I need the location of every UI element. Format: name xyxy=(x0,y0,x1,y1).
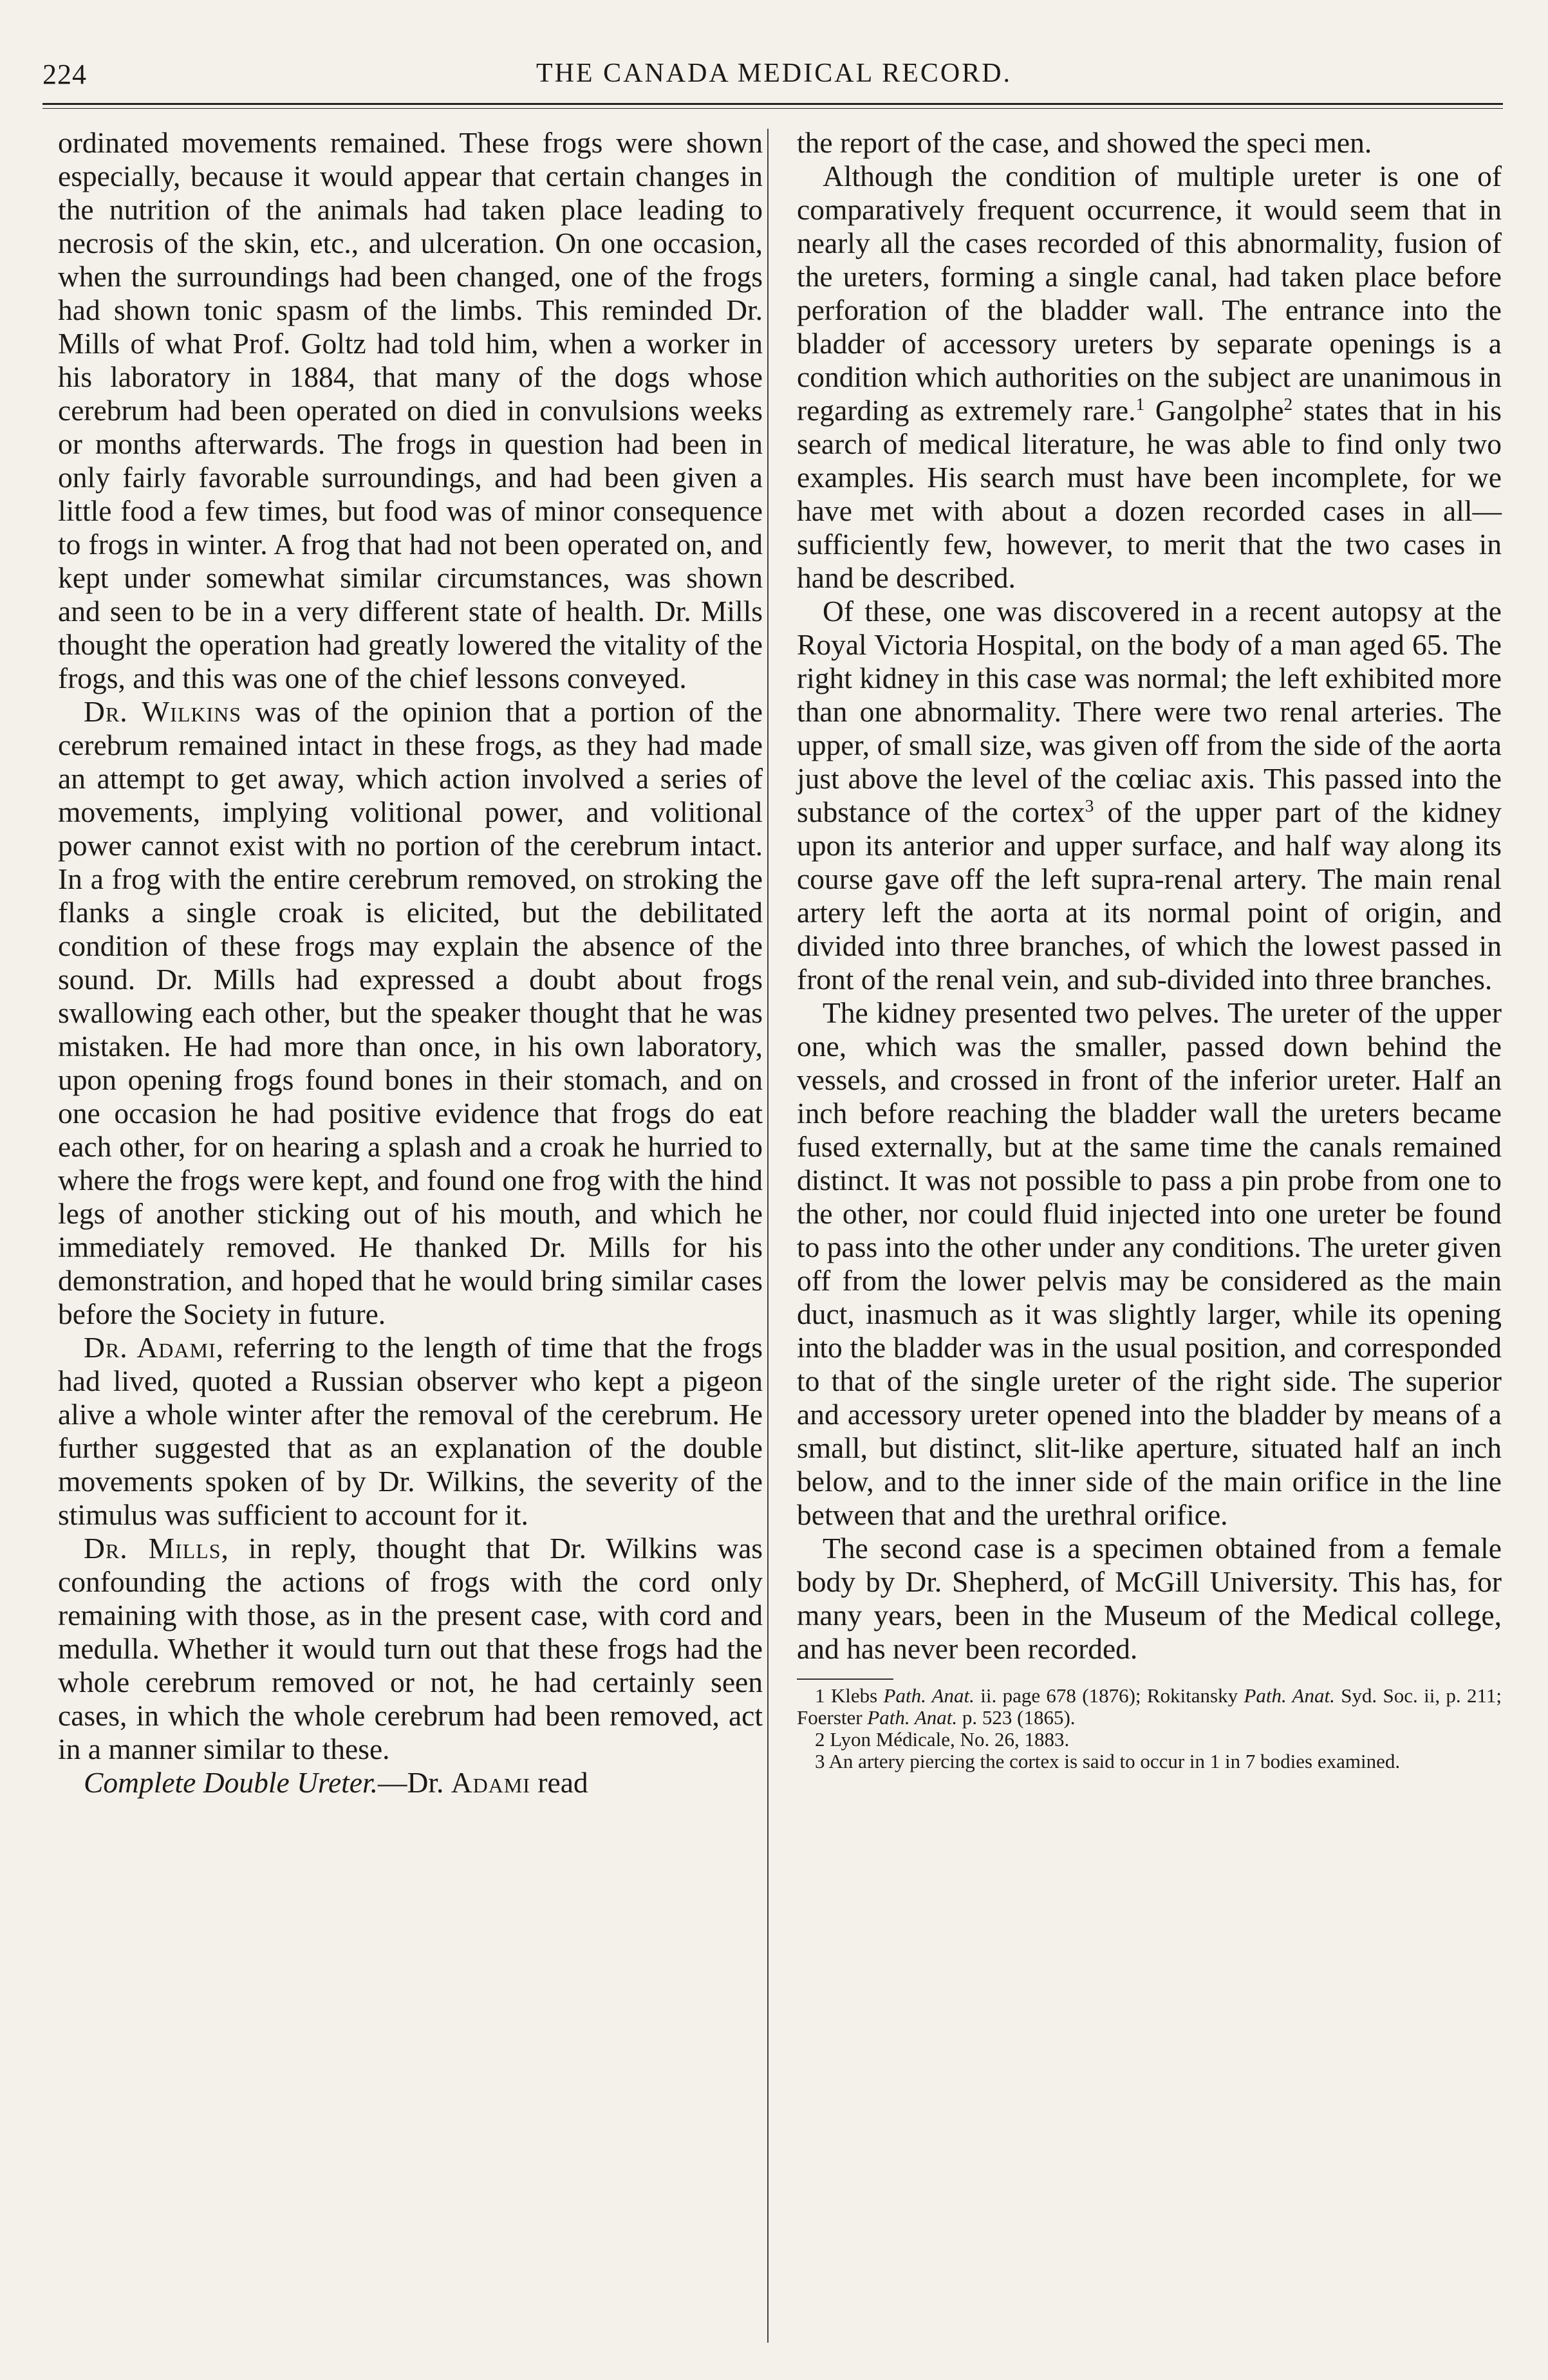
footnote-text: p. 523 (1865). xyxy=(957,1706,1076,1729)
paragraph-text: —Dr. xyxy=(378,1766,451,1799)
footnote-2: 2 Lyon Médicale, No. 26, 1883. xyxy=(815,1728,1070,1751)
right-paragraph-5: The second case is a specimen obtained from a female body by Dr. Shepherd, of McGill University. This has, for many years, been in the Museum of the Medical college, and has never been recorded. xyxy=(797,1532,1502,1665)
paragraph-text: of the upper part of the kidney upon its anterior and upper surface, and half way along its course gave off the left supra-renal artery. The main renal artery left the aorta at its normal point of origin, and divided into three branches, of which the lowest passed in front of the renal vein, and sub-divided into three branches. xyxy=(797,795,1502,996)
paragraph-text: states that in his search of medical literature, he was able to find only two examples. His search must have been incomplete, for we have met with about a dozen recorded cases in all—sufficiently few, however, to merit that the two cases in hand be described. xyxy=(797,394,1502,594)
speaker-name: Dr. Wilkins xyxy=(84,695,242,728)
right-paragraph-3 xyxy=(797,595,1502,996)
footnote-3: 3 An artery piercing the cortex is said to occur in 1 in 7 bodies examined. xyxy=(815,1750,1401,1772)
left-paragraph-4 xyxy=(58,1532,763,1766)
right-column xyxy=(797,126,1502,1772)
footnote-ref: 3 xyxy=(1085,795,1094,815)
speaker-name: Dr. Adami xyxy=(84,1331,216,1364)
footnote-ref: 1 xyxy=(1135,394,1145,414)
section-title: Complete Double Ureter. xyxy=(84,1766,378,1799)
left-paragraph-5 xyxy=(58,1766,763,1799)
footnotes xyxy=(797,1685,1502,1772)
paragraph-text: was of the opinion that a portion of the cerebrum remained intact in these frogs, as they had made an attempt to get away, which action involved a series of movements, implying volitional power, and volitional power cannot exist with no portion of the cerebrum intact. In a frog with the entire cerebrum removed, on stroking the flanks a single croak is elicited, but the debilitated condition of these frogs may explain the absence of the sound. Dr. Mills had expressed a doubt about frogs swallowing each other, but the speaker thought that he was mistaken. He had more than once, in his own laboratory, upon opening frogs found bones in their stomach, and on one occasion he had positive evidence that frogs do eat each other, for on hearing a splash and a croak he hurried to where the frogs were kept, and found one frog with the hind legs of another sticking out of his mouth, and which he immediately removed. He thanked Dr. Mills for his demonstration, and hoped that he would bring similar cases before the Society in future. xyxy=(58,695,763,1330)
footnote-italic: Path. Anat. xyxy=(883,1684,974,1707)
speaker-name: Dr. Mills xyxy=(84,1532,221,1565)
footnote-rule xyxy=(797,1678,893,1680)
footnote-text: 1 Klebs xyxy=(815,1684,884,1707)
footnote-text: ii. page 678 (1876); Rokitansky xyxy=(974,1684,1244,1707)
left-paragraph-1: ordinated movements remained. These frogs were shown especially, because it would appear that certain changes in the nutrition of the animals had taken place leading to necrosis of the skin, etc., and ulceration. On one occasion, when the surroundings had been changed, one of the frogs had shown tonic spasm of the limbs. This reminded Dr. Mills of what Prof. Goltz had told him, when a worker in his laboratory in 1884, that many of the dogs whose cerebrum had been operated on died in convulsions weeks or months afterwards. The frogs in question had been in only fairly favorable surroundings, and had been given a little food a few times, but food was of minor consequence to frogs in winter. A frog that had not been operated on, and kept under somewhat similar circumstances, was shown and seen to be in a very different state of health. Dr. Mills thought the operation had greatly lowered the vitality of the frogs, and this was one of the chief lessons conveyed. xyxy=(58,126,763,694)
footnote-1 xyxy=(797,1685,1502,1729)
speaker-name: Adami xyxy=(451,1766,530,1799)
right-paragraph-2 xyxy=(797,160,1502,595)
paragraph-text: , referring to the length of time that the frogs had lived, quoted a Russian observer who kept a pigeon alive a whole winter after the removal of the cerebrum. He further suggested that as an explanation of the double movements spoken of by Dr. Wilkins, the severity of the stimulus was sufficient to account for it. xyxy=(58,1331,763,1531)
paragraph-text: Of these, one was discovered in a recent autopsy at the Royal Victoria Hospital, on the body of a man aged 65. The right kidney in this case was normal; the left exhibited more than one abnormality. There were two renal arteries. The upper, of small size, was given off from the side of the aorta just above the level of the cœliac axis. This passed into the substance of the cortex xyxy=(797,595,1502,828)
footnote-italic: Path. Anat. xyxy=(1244,1684,1335,1707)
left-paragraph-2 xyxy=(58,695,763,1331)
page-number: 224 xyxy=(42,59,87,90)
right-paragraph-4: The kidney presented two pelves. The ureter of the upper one, which was the smaller, passed down behind the vessels, and crossed in front of the inferior ureter. Half an inch before reaching the bladder wall the ureters became fused externally, but at the same time the canals remained distinct. It was not possible to pass a pin probe from one to the other, nor could fluid injected into one ureter be found to pass into the other under any conditions. The ureter given off from the lower pelvis may be considered as the main duct, inasmuch as it was slightly larger, while its opening into the bladder was in the usual position, and corresponded to that of the single ureter of the right side. The superior and accessory ureter opened into the bladder by means of a small, but distinct, slit-like aperture, situated half an inch below, and to the inner side of the main orifice in the line between that and the urethral orifice. xyxy=(797,996,1502,1531)
paragraph-text: read xyxy=(530,1766,588,1799)
footnote-italic: Path. Anat. xyxy=(867,1706,958,1729)
left-column xyxy=(58,126,763,1799)
footnote-text: Syd. Soc. ii, p. 211; Foerster xyxy=(797,1684,1502,1729)
footnote-ref: 2 xyxy=(1283,394,1293,414)
right-paragraph-1: the report of the case, and showed the speci men. xyxy=(797,126,1372,159)
column-divider xyxy=(767,129,769,2343)
paragraph-text: Although the condition of multiple ureter is one of comparatively frequent occurrence, it would seem that in nearly all the cases recorded of this abnormality, fusion of the ureters, forming a single canal, had taken place before perforation of the bladder wall. The entrance into the bladder of accessory ureters by separate openings is a condition which authorities on the subject are unanimous in regarding as extremely rare. xyxy=(797,160,1502,427)
paragraph-text: Gangolphe xyxy=(1144,394,1284,427)
running-head: THE CANADA MEDICAL RECORD. xyxy=(536,59,1012,88)
header-rule xyxy=(42,103,1503,109)
left-paragraph-3 xyxy=(58,1331,763,1532)
paragraph-text: , in reply, thought that Dr. Wilkins was confounding the actions of frogs with the cord only remaining with those, as in the present case, with cord and medulla. Whether it would turn out that these frogs had the whole cerebrum removed or not, he had certainly seen cases, in which the whole cerebrum had been removed, act in a manner similar to these. xyxy=(58,1532,763,1765)
